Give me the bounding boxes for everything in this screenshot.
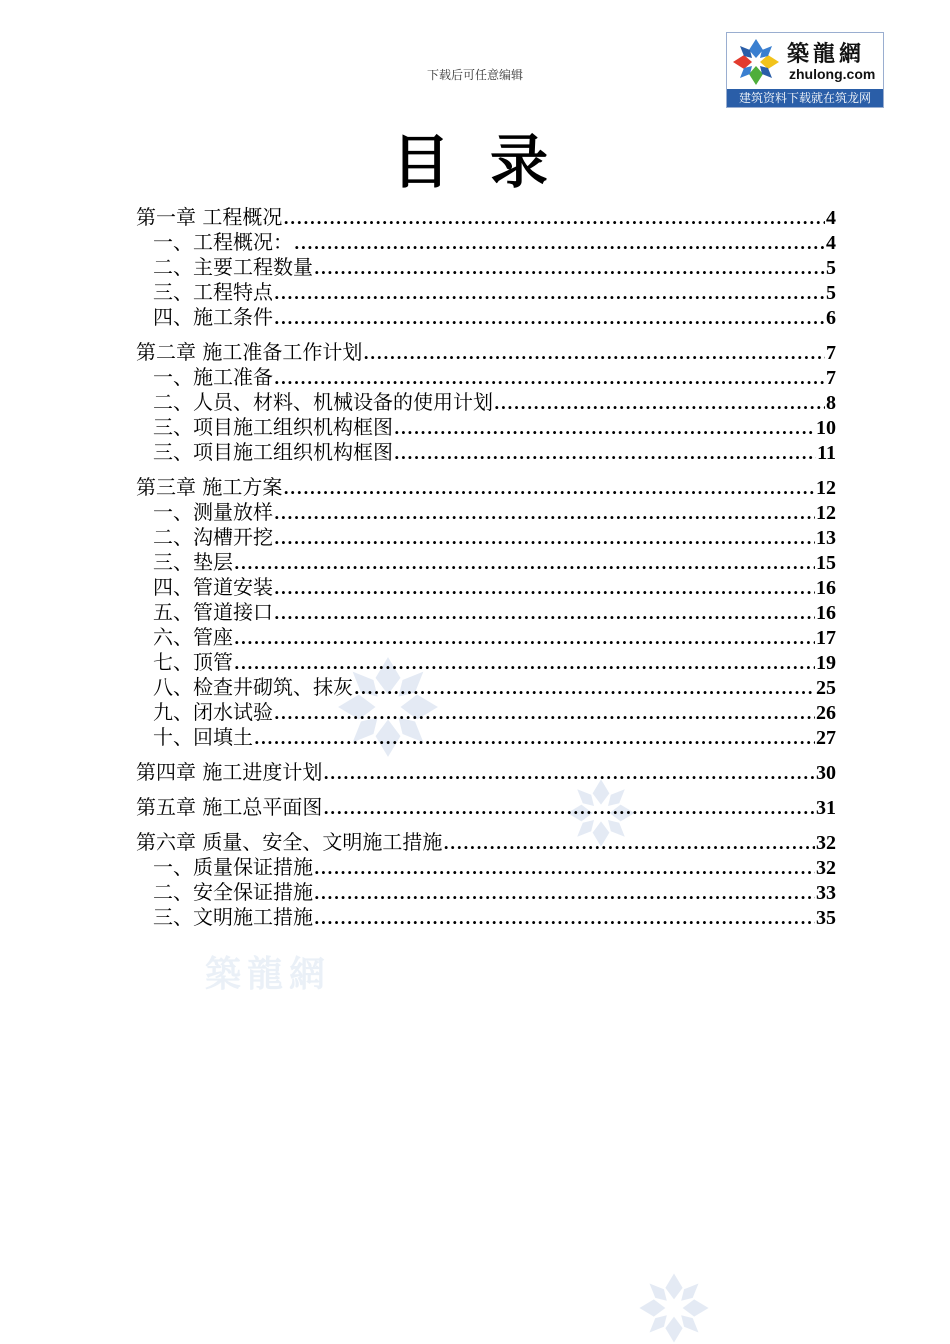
toc-section-entry[interactable] [136,575,836,600]
watermark-snowflake-icon [638,1272,710,1344]
toc-dot-leader [283,206,825,231]
toc-entry-label: 一、工程概况： [153,230,293,254]
toc-page-number: 17 [816,627,836,649]
toc-page-number: 10 [816,417,836,439]
toc-page-number: 7 [826,367,836,389]
toc-dot-leader [274,701,815,726]
toc-entry-label: 一、施工准备 [153,365,273,389]
zhulong-snowflake-icon [731,37,781,87]
toc-dot-leader [234,626,815,651]
toc-entry-label: 七、顶管 [153,650,233,674]
toc-entry-label: 三、工程特点 [153,280,273,304]
toc-dot-leader [274,306,825,331]
toc-dot-leader [274,601,815,626]
toc-section-entry[interactable] [136,855,836,880]
toc-entry-label: 八、检查井砌筑、抹灰 [153,675,353,699]
toc-section-entry[interactable] [136,255,836,280]
logo-name: 築龍網 [787,41,866,67]
toc-section-entry[interactable] [136,700,836,725]
toc-entry-label: 九、闭水试验 [153,700,273,724]
toc-page-number: 31 [816,797,836,819]
toc-page-number: 19 [816,652,836,674]
toc-entry-label: 第一章 工程概况 [136,205,283,229]
toc-dot-leader [314,906,815,931]
toc-dot-leader [254,726,815,751]
logo-url: zhulong.com [789,66,876,82]
toc-section-entry[interactable] [136,390,836,415]
toc-section-entry[interactable] [136,305,836,330]
toc-entry-label: 二、人员、材料、机械设备的使用计划 [153,390,493,414]
toc-entry-label: 三、垫层 [153,550,233,574]
toc-page-number: 16 [816,577,836,599]
toc-page-number: 13 [816,527,836,549]
toc-page-number: 11 [817,442,836,464]
toc-page-number: 12 [816,477,836,499]
toc-section-entry[interactable] [136,280,836,305]
toc-section-entry[interactable] [136,725,836,750]
toc-entry-label: 一、质量保证措施 [153,855,313,879]
toc-dot-leader [394,416,815,441]
toc-chapter-entry[interactable] [136,830,836,855]
toc-entry-label: 一、测量放样 [153,500,273,524]
toc-dot-leader [274,281,825,306]
toc-chapter-entry[interactable] [136,475,836,500]
toc-section-entry[interactable] [136,415,836,440]
page-title: 目录 [391,128,588,196]
toc-entry-label: 五、管道接口 [153,600,273,624]
toc-section-entry[interactable] [136,440,836,465]
toc-page-number: 5 [826,282,836,304]
toc-page-number: 8 [826,392,836,414]
toc-page-number: 4 [826,232,836,254]
toc-entry-label: 第六章 质量、安全、文明施工措施 [136,830,443,854]
toc-dot-leader [274,526,815,551]
zhulong-logo[interactable] [726,32,884,108]
toc-page-number: 6 [826,307,836,329]
toc-section-entry[interactable] [136,905,836,930]
toc-chapter-entry[interactable] [136,795,836,820]
toc-section-entry[interactable] [136,625,836,650]
toc-section-entry[interactable] [136,880,836,905]
toc-dot-leader [234,551,815,576]
toc-page-number: 7 [826,342,836,364]
toc-entry-label: 第三章 施工方案 [136,475,283,499]
toc-page-number: 16 [816,602,836,624]
toc-dot-leader [274,576,815,601]
toc-section-entry[interactable] [136,525,836,550]
toc-entry-label: 三、项目施工组织机构框图 [153,415,393,439]
toc-entry-label: 四、施工条件 [153,305,273,329]
toc-section-entry[interactable] [136,600,836,625]
toc-section-entry[interactable] [136,650,836,675]
toc-entry-label: 三、项目施工组织机构框图 [153,440,393,464]
toc-page-number: 32 [816,857,836,879]
toc-dot-leader [314,881,815,906]
toc-entry-label: 三、文明施工措施 [153,905,313,929]
watermark-text: 築龍網 [205,953,332,995]
toc-page-number: 26 [816,702,836,724]
toc-dot-leader [294,231,825,256]
toc-page-number: 32 [816,832,836,854]
toc-entry-label: 二、安全保证措施 [153,880,313,904]
toc-section-entry[interactable] [136,500,836,525]
toc-page-number: 12 [816,502,836,524]
toc-dot-leader [323,761,815,786]
toc-entry-label: 第五章 施工总平面图 [136,795,323,819]
toc-dot-leader [494,391,825,416]
toc-dot-leader [234,651,815,676]
toc-entry-label: 二、沟槽开挖 [153,525,273,549]
toc-dot-leader [274,366,825,391]
toc-entry-label: 四、管道安装 [153,575,273,599]
toc-page-number: 27 [816,727,836,749]
logo-slogan: 建筑资料下载就在筑龙网 [727,89,883,107]
toc-section-entry[interactable] [136,365,836,390]
toc-dot-leader [314,856,815,881]
toc-dot-leader [443,831,815,856]
toc-section-entry[interactable] [136,550,836,575]
toc-entry-label: 第四章 施工进度计划 [136,760,323,784]
toc-dot-leader [314,256,825,281]
toc-section-entry[interactable] [136,675,836,700]
toc-page-number: 35 [816,907,836,929]
table-of-contents [136,205,836,930]
toc-dot-leader [274,501,815,526]
toc-section-entry[interactable] [136,230,836,255]
toc-entry-label: 第二章 施工准备工作计划 [136,340,363,364]
toc-chapter-entry[interactable] [136,205,836,230]
toc-dot-leader [394,441,816,466]
toc-page-number: 33 [816,882,836,904]
toc-chapter-entry[interactable] [136,760,836,785]
toc-dot-leader [323,796,815,821]
toc-dot-leader [283,476,815,501]
toc-page-number: 4 [826,207,836,229]
toc-entry-label: 六、管座 [153,625,233,649]
toc-page-number: 15 [816,552,836,574]
header-note: 下载后可任意编辑 [426,68,523,82]
toc-page-number: 25 [816,677,836,699]
toc-entry-label: 二、主要工程数量 [153,255,313,279]
toc-page-number: 5 [826,257,836,279]
toc-dot-leader [363,341,825,366]
toc-chapter-entry[interactable] [136,340,836,365]
toc-dot-leader [354,676,815,701]
toc-page-number: 30 [816,762,836,784]
toc-entry-label: 十、回填土 [153,725,253,749]
